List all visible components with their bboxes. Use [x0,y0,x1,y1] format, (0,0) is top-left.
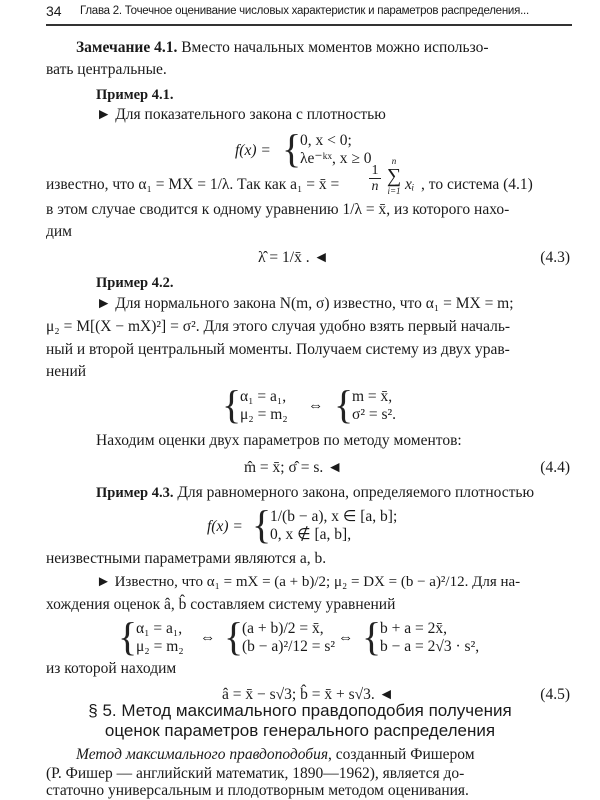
equation-number-4-3: (4.3) [540,249,570,266]
brace-icon: { [252,502,272,547]
example-4-1-label: Пример 4.1. [96,87,174,103]
example-4-1-line-1: известно, что α₁ = MX = 1/λ. Так как a₁ = x̄ = [46,176,340,193]
brace-icon: { [118,614,138,659]
system-b-eq-1: (a + b)/2 = x̄, [242,620,324,637]
equation-4-5: â = x̄ − s√3; b̂ = x̄ + s√3. ◄ [222,686,394,703]
system-c [380,620,479,656]
example-4-1-line-2: в этом случае сводится к одному уравнению 1/λ = x̄, из которого нахо- [46,201,510,218]
section-title-line-2: оценок параметров генерального распределения [104,721,496,740]
example-4-2-line-4: нений [46,363,87,380]
system-right-eq-2: σ² = s². [352,406,397,423]
example-4-1-intro: ► Для показательного закона с плотностью [96,106,386,123]
case-2: 0, x ∉ [a, b], [270,526,352,543]
remark-text: Вместо начальных моментов можно использо- [177,39,489,56]
system-b-eq-2: (b − a)²/12 = s² [242,638,336,655]
fraction [369,163,381,194]
example-4-3-intro: Для равномерного закона, определяемого плотностью [173,484,535,501]
sum-lower: i=1 [387,186,401,196]
example-4-1-cases [300,132,371,168]
system-c-eq-1: b + a = 2x̄, [380,620,447,637]
brace-icon: { [362,614,382,659]
sum-upper: n [391,156,397,166]
page-number: 34 [46,3,62,19]
example-4-2-line-2: μ₂ = M[(X − mX)²] = σ². Для этого случая удобно взять первый началь- [46,318,511,335]
case-2: λe⁻ᵏˣ, x ≥ 0 [300,150,372,167]
fraction-denominator: n [369,178,381,194]
line1-tail: , то система (4.1) [421,176,533,193]
equation-number-4-5: (4.5) [540,686,570,703]
equation-number-4-4: (4.4) [540,459,570,476]
remark-label: Замечание 4.1. [76,39,178,56]
equation-4-4: m̂ = x̄; σ̂ = s. ◄ [244,459,343,476]
body-line-3: статочно универсальным и плодотворным методом оценивания. [46,782,469,799]
system-a [136,620,184,656]
brace-icon: { [222,382,242,427]
example-4-1-line-3: дим [46,223,72,240]
system-b [242,620,335,656]
summation [383,156,405,196]
example-4-2-line-1: ► Для нормального закона N(m, σ) известно, что α₁ = MX = m; [96,295,514,312]
system-left [240,388,288,424]
brace-icon: { [224,614,244,659]
term-emphasis: Метод максимального правдоподобия [76,746,329,763]
example-4-3-f-lhs: f(x) = [207,518,243,535]
example-4-3-label: Пример 4.3. [96,485,174,501]
system-right [352,388,396,424]
equation-4-3: λ̂ = 1/x̄ . ◄ [258,249,329,266]
body-line-1-tail: , созданный Фишером [328,746,475,763]
example-4-1-f-lhs: f(x) = [235,142,271,159]
case-1: 0, x < 0; [300,132,352,149]
body-line-1 [76,746,475,764]
example-4-2-find-line: Находим оценки двух параметров по методу моментов: [96,432,462,449]
equivalence-arrow-icon: ⇔ [308,397,324,414]
brace-icon: { [282,126,302,171]
section-title-line-1: § 5. Метод максимального правдоподобия получения [88,701,512,720]
remark-line-1 [76,39,489,57]
example-4-2-line-3: ный и второй центральный моменты. Получаем систему из двух урав- [46,341,510,358]
example-4-3-line-1: ► Известно, что α₁ = mX = (a + b)/2; μ₂ = DX = (b − a)²/12. Для на- [96,574,521,590]
body-line-2: (Р. Фишер — английский математик, 1890—1962), является до- [46,765,465,782]
equivalence-arrow-icon: ⇔ [200,629,216,646]
brace-icon: { [334,382,354,427]
sigma-icon: ∑ [386,165,402,187]
example-4-3-line [96,484,534,502]
system-a-eq-2: μ₂ = m₂ [136,638,184,655]
remark-line-2: вать центральные. [46,61,167,78]
system-a-eq-1: α₁ = a₁, [136,620,183,637]
system-c-eq-2: b − a = 2√3 · s², [380,638,480,655]
running-title: Глава 2. Точечное оценивание числовых характеристик и параметров распределения... [80,5,529,17]
example-4-3-cases [270,508,397,544]
fraction-numerator: 1 [371,163,379,178]
system-right-eq-1: m = x̄, [352,388,393,405]
case-1: 1/(b − a), x ∈ [a, b]; [270,508,398,525]
equivalence-arrow-icon: ⇔ [338,629,354,646]
example-4-3-line-2: хождения оценок â, b̂ составляем систему уравнений [46,596,396,613]
system-left-eq-2: μ₂ = m₂ [240,406,288,423]
example-4-3-from-line: из которой находим [46,660,177,677]
example-4-2-label: Пример 4.2. [96,275,174,291]
system-left-eq-1: α₁ = a₁, [240,388,287,405]
sum-term: xᵢ [405,176,415,193]
header-rule [46,24,572,26]
example-4-3-unknown-line: неизвестными параметрами являются a, b. [46,550,327,567]
